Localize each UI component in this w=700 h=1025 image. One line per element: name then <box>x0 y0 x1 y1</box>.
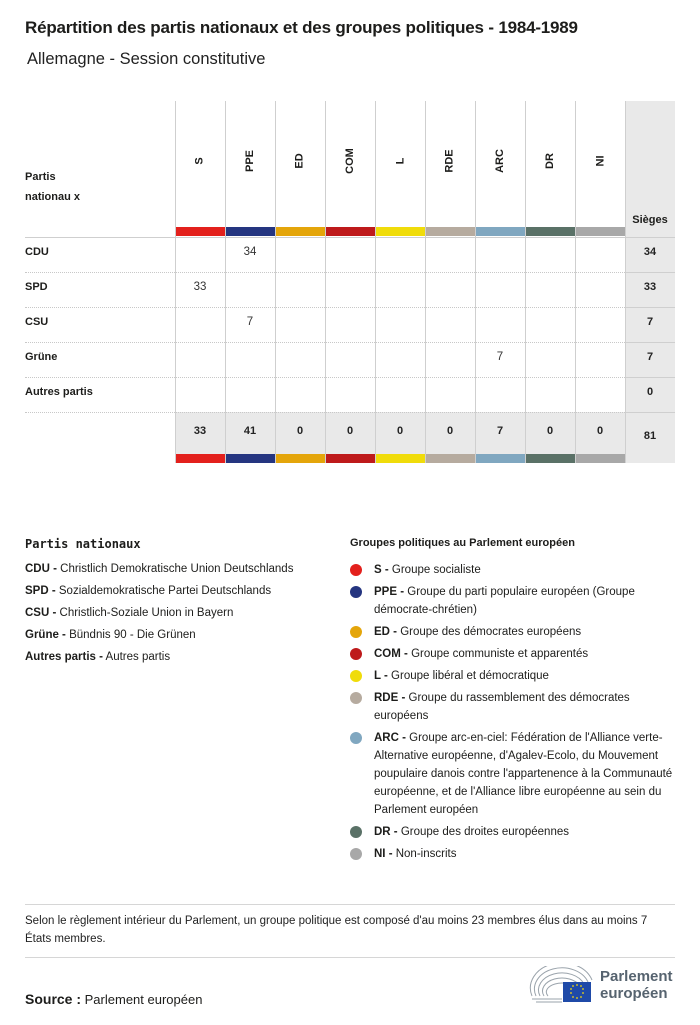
group-color-bar <box>276 227 325 236</box>
group-color-dot-icon <box>350 732 362 744</box>
group-header-ed: ED <box>294 153 306 169</box>
group-header-arc: ARC <box>494 149 506 173</box>
groups-legend-title: Groupes politiques au Parlement européen <box>350 537 575 549</box>
group-total: 0 <box>546 425 554 437</box>
party-row-label: SPD <box>25 281 48 293</box>
row-total: 34 <box>643 246 657 258</box>
party-legend-item: Autres partis - Autres partis <box>25 651 171 663</box>
group-color-bar <box>526 454 575 463</box>
source-line <box>25 991 202 1007</box>
group-color-bar <box>476 454 525 463</box>
row-total: 33 <box>643 281 657 293</box>
hemicycle-icon <box>528 966 598 1006</box>
header-divider <box>25 237 625 238</box>
group-legend-item: S - Groupe socialiste <box>374 564 481 576</box>
group-total: 0 <box>446 425 454 437</box>
group-color-bar <box>576 227 625 236</box>
seat-cell: 33 <box>193 281 207 293</box>
european-parliament-logo <box>528 966 678 1006</box>
group-color-dot-icon <box>350 670 362 682</box>
group-total: 0 <box>296 425 304 437</box>
seats-divider <box>625 377 675 378</box>
row-total: 0 <box>646 386 654 398</box>
seats-divider <box>625 412 675 413</box>
grand-total: 81 <box>643 430 657 442</box>
group-color-bar <box>476 227 525 236</box>
seat-cell: 7 <box>246 316 254 328</box>
party-legend-item: CSU - Christlich-Soziale Union in Bayern <box>25 607 234 619</box>
group-total: 41 <box>243 425 257 437</box>
seat-cell: 7 <box>496 351 504 363</box>
group-total: 0 <box>396 425 404 437</box>
row-divider <box>25 377 625 378</box>
group-legend-item: COM - Groupe communiste et apparentés <box>374 648 589 660</box>
group-legend-item: DR - Groupe des droites européennes <box>374 826 569 838</box>
group-legend-item: RDE - Groupe du rassemblement des démocrates européens <box>374 692 630 722</box>
group-total: 0 <box>346 425 354 437</box>
seats-header: Sièges <box>632 214 668 226</box>
group-total: 0 <box>596 425 604 437</box>
seat-cell: 34 <box>243 246 257 258</box>
party-row-label: CDU <box>25 246 49 258</box>
seats-divider <box>625 272 675 273</box>
party-legend-item: CDU - Christlich Demokratische Union Deutschlands <box>25 563 294 575</box>
page-title: Répartition des partis nationaux et des groupes politiques - 1984-1989 <box>25 18 578 37</box>
group-total: 7 <box>496 425 504 437</box>
group-color-bar <box>576 454 625 463</box>
group-legend-item: ED - Groupe des démocrates européens <box>374 626 582 638</box>
group-header-l: L <box>393 157 406 165</box>
page-subtitle: Allemagne - Session constitutive <box>27 50 266 68</box>
party-legend-item: Grüne - Bündnis 90 - Die Grünen <box>25 629 196 641</box>
divider <box>25 957 675 958</box>
group-color-bar <box>376 454 425 463</box>
row-divider <box>25 307 625 308</box>
group-legend-item: L - Groupe libéral et démocratique <box>374 670 549 682</box>
group-color-bar <box>526 227 575 236</box>
group-color-bar <box>226 454 275 463</box>
group-header-ni: NI <box>594 155 606 167</box>
row-header-label: Partis nationau x <box>25 171 81 203</box>
group-header-dr: DR <box>543 153 556 169</box>
row-divider <box>25 412 625 413</box>
seats-divider <box>625 237 675 238</box>
group-color-bar <box>226 227 275 236</box>
row-total: 7 <box>646 316 654 328</box>
group-color-bar <box>326 454 375 463</box>
seats-divider <box>625 307 675 308</box>
group-color-dot-icon <box>350 648 362 660</box>
group-header-com: COM <box>343 148 356 174</box>
divider <box>25 904 675 905</box>
group-color-bar <box>176 227 225 236</box>
party-row-label: CSU <box>25 316 49 328</box>
row-divider <box>25 342 625 343</box>
group-color-dot-icon <box>350 826 362 838</box>
group-color-bar <box>176 454 225 463</box>
seats-divider <box>625 342 675 343</box>
source-label: Source : <box>25 991 82 1007</box>
logo-text: Parlement européen <box>600 968 673 1002</box>
group-color-dot-icon <box>350 848 362 860</box>
group-color-bar <box>426 227 475 236</box>
row-divider <box>25 272 625 273</box>
row-total: 7 <box>646 351 654 363</box>
group-header-rde: RDE <box>443 149 456 173</box>
group-total: 33 <box>193 425 207 437</box>
party-legend-item: SPD - Sozialdemokratische Partei Deutschlands <box>25 585 272 597</box>
party-row-label: Autres partis <box>25 386 93 398</box>
group-legend-item: NI - Non-inscrits <box>374 848 457 860</box>
group-color-bar <box>326 227 375 236</box>
source-value: Parlement européen <box>84 992 203 1007</box>
group-header-s: S <box>194 157 206 165</box>
group-header-ppe: PPE <box>243 149 256 173</box>
group-color-bar <box>426 454 475 463</box>
group-legend-item: PPE - Groupe du parti populaire européen (Groupe démocrate-chrétien) <box>374 586 635 616</box>
parties-legend-title: Partis nationaux <box>25 537 141 551</box>
group-color-dot-icon <box>350 564 362 576</box>
group-color-dot-icon <box>350 692 362 704</box>
seat-distribution-table <box>25 101 675 463</box>
group-legend-item: ARC - Groupe arc-en-ciel: Fédération de l'Alliance verte-Alternative européenne, d'Agalev-Ecolo, du Mouvement poupulaire danois contre l'appartenence à la Communauté européenne, et de l'Alliance libre européenne au sein du Parlement européen <box>374 732 673 816</box>
party-row-label: Grüne <box>25 351 58 363</box>
group-color-dot-icon <box>350 586 362 598</box>
group-color-dot-icon <box>350 626 362 638</box>
rules-note: Selon le règlement intérieur du Parlement, un groupe politique est composé d'au moins 23 membres élus dans au moins 7 États membres. <box>25 915 648 945</box>
group-color-bar <box>276 454 325 463</box>
group-color-bar <box>376 227 425 236</box>
